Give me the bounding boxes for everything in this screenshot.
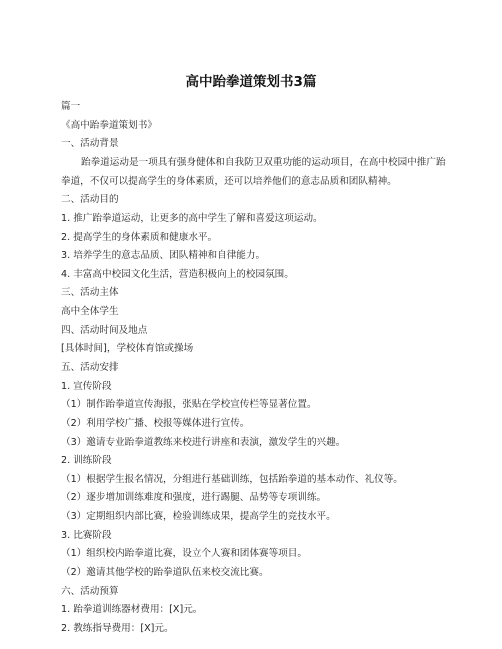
time-place-text: [具体时间]，学校体育馆或操场 — [61, 343, 194, 355]
heading-budget: 六、活动预算 — [61, 585, 119, 597]
heading-arrangement: 五、活动安排 — [61, 362, 119, 373]
stage-item: （2）利用学校广播、校报等媒体进行宣传。 — [61, 417, 250, 429]
purpose-item: 4. 丰富高中校园文化生活，营造积极向上的校园氛围。 — [61, 268, 294, 280]
heading-purpose: 二、活动目的 — [61, 194, 119, 206]
purpose-item: 2. 提高学生的身体素质和健康水平。 — [61, 231, 218, 243]
heading-background: 一、活动背景 — [61, 138, 119, 150]
stage-item: （1）制作跆拳道宣传海报，张贴在学校宣传栏等显著位置。 — [61, 399, 317, 411]
stage-item: （1）根据学生报名情况，分组进行基础训练，包括跆拳道的基本动作、礼仪等。 — [61, 473, 403, 485]
stage-item: （1）组织校内跆拳道比赛，设立个人赛和团体赛等项目。 — [61, 548, 307, 560]
stage-item: （3）定期组织内部比赛，检验训练成果，提高学生的竞技水平。 — [61, 511, 336, 523]
stage-heading: 1. 宣传阶段 — [61, 380, 112, 392]
purpose-item: 1. 推广跆拳道运动，让更多的高中学生了解和喜爱这项运动。 — [61, 212, 323, 224]
heading-participants: 三、活动主体 — [61, 287, 119, 299]
stage-item: （2）邀请其他学校的跆拳道队伍来校交流比赛。 — [61, 567, 269, 579]
budget-item: 1. 跆拳道训练器材费用：[X]元。 — [61, 604, 203, 616]
budget-item: 2. 教练指导费用：[X]元。 — [61, 622, 174, 634]
document-body — [61, 98, 451, 639]
heading-time-place: 四、活动时间及地点 — [61, 324, 148, 336]
participants-text: 高中全体学生 — [61, 306, 119, 318]
section-label: 篇一 — [61, 101, 81, 112]
paragraph-background: 跆拳道运动是一项具有强身健体和自我防卫双重功能的运动项目，在高中校园中推广跆拳道，不仅可以提高学生的身体素质，还可以培养他们的意志品质和团队精神。 — [61, 156, 446, 187]
stage-item: （2）逐步增加训练难度和强度，进行踢腿、品势等专项训练。 — [61, 492, 327, 504]
document-title: 高中跆拳道策划书3篇 — [185, 74, 317, 90]
document-subtitle: 《高中跆拳道策划书》 — [61, 119, 157, 131]
stage-heading: 2. 训练阶段 — [61, 455, 112, 467]
stage-heading: 3. 比赛阶段 — [61, 529, 112, 541]
purpose-item: 3. 培养学生的意志品质、团队精神和自律能力。 — [61, 250, 266, 262]
stage-item: （3）邀请专业跆拳道教练来校进行讲座和表演，激发学生的兴趣。 — [61, 436, 346, 448]
